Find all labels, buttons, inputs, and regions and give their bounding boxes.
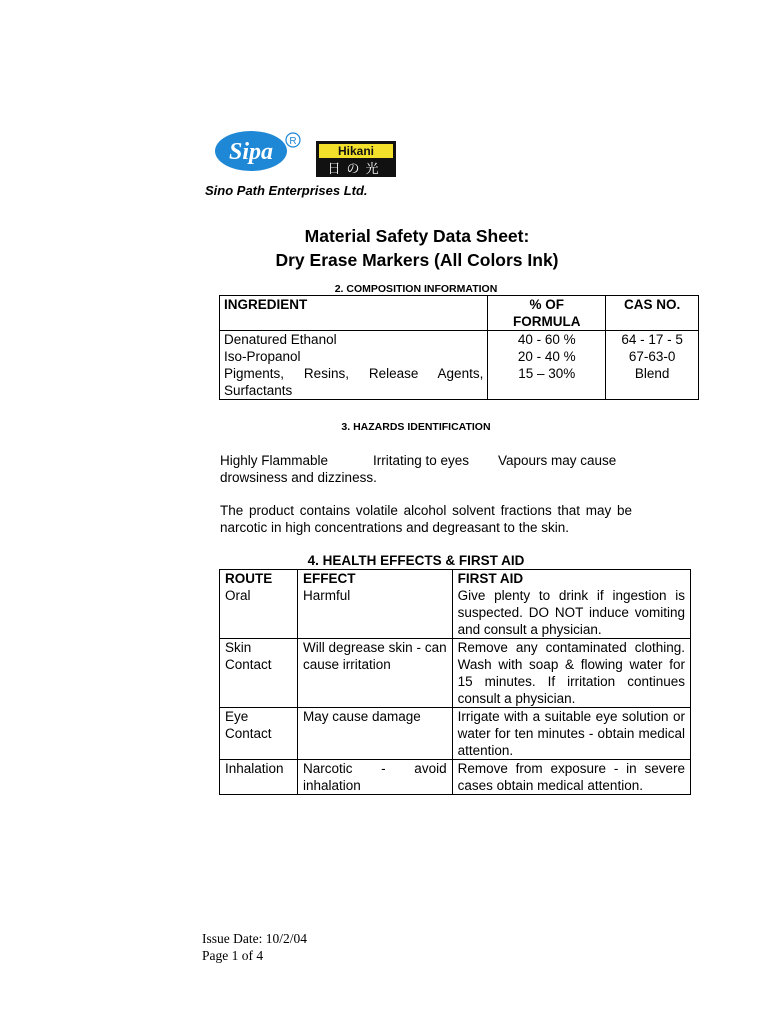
header-cas: CAS NO. bbox=[606, 296, 699, 331]
health-table bbox=[219, 569, 691, 795]
title-line-2: Dry Erase Markers (All Colors Ink) bbox=[275, 250, 559, 270]
health-row-inhalation bbox=[220, 760, 691, 795]
effect-cell: Harmful bbox=[297, 587, 452, 639]
health-header-row bbox=[220, 570, 691, 588]
ingredient-cell: Denatured Ethanol bbox=[224, 332, 337, 347]
hazards-paragraph: The product contains volatile alcohol solvent fractions that may be narcotic in high concentrations and degreasant to the skin. bbox=[220, 503, 632, 535]
formula-cell: 20 - 40 % bbox=[517, 349, 576, 364]
cas-column bbox=[606, 331, 699, 400]
cas-cell: 67-63-0 bbox=[628, 349, 676, 364]
header-first-aid: FIRST AID bbox=[452, 570, 690, 588]
route-cell: Eye Contact bbox=[220, 708, 298, 760]
hazard-vapours: Vapours may cause bbox=[498, 453, 617, 468]
sipa-logo-text: Sipa bbox=[228, 139, 274, 165]
health-row-oral bbox=[220, 587, 691, 639]
route-cell: Skin Contact bbox=[220, 639, 298, 708]
formula-cell: 40 - 60 % bbox=[517, 332, 576, 347]
ingredient-cell: Iso-Propanol bbox=[224, 349, 301, 364]
composition-table bbox=[219, 295, 699, 400]
header-ingredient: INGREDIENT bbox=[220, 296, 488, 331]
composition-header-row bbox=[220, 296, 699, 331]
hazards-list bbox=[220, 452, 632, 486]
hikani-logo-text: Hikani bbox=[337, 144, 375, 158]
header-effect: EFFECT bbox=[297, 570, 452, 588]
first-aid-cell: Irrigate with a suitable eye solution or water for ten minutes - obtain medical attention. bbox=[452, 708, 690, 760]
formula-cell: 15 – 30% bbox=[518, 366, 576, 381]
cas-cell: Blend bbox=[634, 366, 670, 381]
page-number: Page 1 of 4 bbox=[202, 948, 264, 963]
hikani-logo bbox=[316, 141, 396, 177]
first-aid-cell: Remove from exposure - in severe cases obtain medical attention. bbox=[452, 760, 690, 795]
hazards-heading: 3. HAZARDS IDENTIFICATION bbox=[341, 421, 491, 433]
company-name: Sino Path Enterprises Ltd. bbox=[205, 183, 368, 198]
route-cell: Oral bbox=[220, 587, 298, 639]
route-cell: Inhalation bbox=[220, 760, 298, 795]
hazard-vapours-cont: drowsiness and dizziness. bbox=[220, 470, 377, 485]
issue-date: Issue Date: 10/2/04 bbox=[202, 931, 307, 946]
ingredient-column bbox=[220, 331, 488, 400]
formula-column bbox=[488, 331, 606, 400]
header-formula-line-2: FORMULA bbox=[513, 314, 581, 329]
composition-heading: 2. COMPOSITION INFORMATION bbox=[334, 283, 498, 295]
header-route: ROUTE bbox=[220, 570, 298, 588]
hikani-logo-jp-text: 日の光 bbox=[327, 162, 385, 177]
hazard-flammable: Highly Flammable bbox=[220, 453, 329, 468]
hazard-irritating: Irritating to eyes bbox=[373, 453, 470, 468]
health-heading: 4. HEALTH EFFECTS & FIRST AID bbox=[307, 553, 525, 568]
effect-cell: May cause damage bbox=[297, 708, 452, 760]
title-line-1: Material Safety Data Sheet: bbox=[304, 226, 530, 246]
svg-text:R: R bbox=[289, 136, 297, 147]
effect-cell: Narcotic - avoid inhalation bbox=[297, 760, 452, 795]
health-row-eye bbox=[220, 708, 691, 760]
first-aid-cell: Give plenty to drink if ingestion is suspected. DO NOT induce vomiting and consult a physician. bbox=[452, 587, 690, 639]
ingredient-cell: Pigments, Resins, Release Agents, Surfactants bbox=[224, 366, 484, 398]
footer bbox=[202, 930, 307, 964]
first-aid-cell: Remove any contaminated clothing. Wash with soap & flowing water for 15 minutes. If irritation continues consult a physician. bbox=[452, 639, 690, 708]
header-formula-line-1: % OF bbox=[529, 297, 564, 312]
cas-cell: 64 - 17 - 5 bbox=[621, 332, 683, 347]
effect-cell: Will degrease skin - can cause irritation bbox=[297, 639, 452, 708]
page-title bbox=[0, 224, 770, 272]
health-row-skin bbox=[220, 639, 691, 708]
sipa-logo bbox=[213, 127, 305, 173]
header-formula bbox=[488, 296, 606, 331]
composition-body bbox=[220, 331, 699, 400]
